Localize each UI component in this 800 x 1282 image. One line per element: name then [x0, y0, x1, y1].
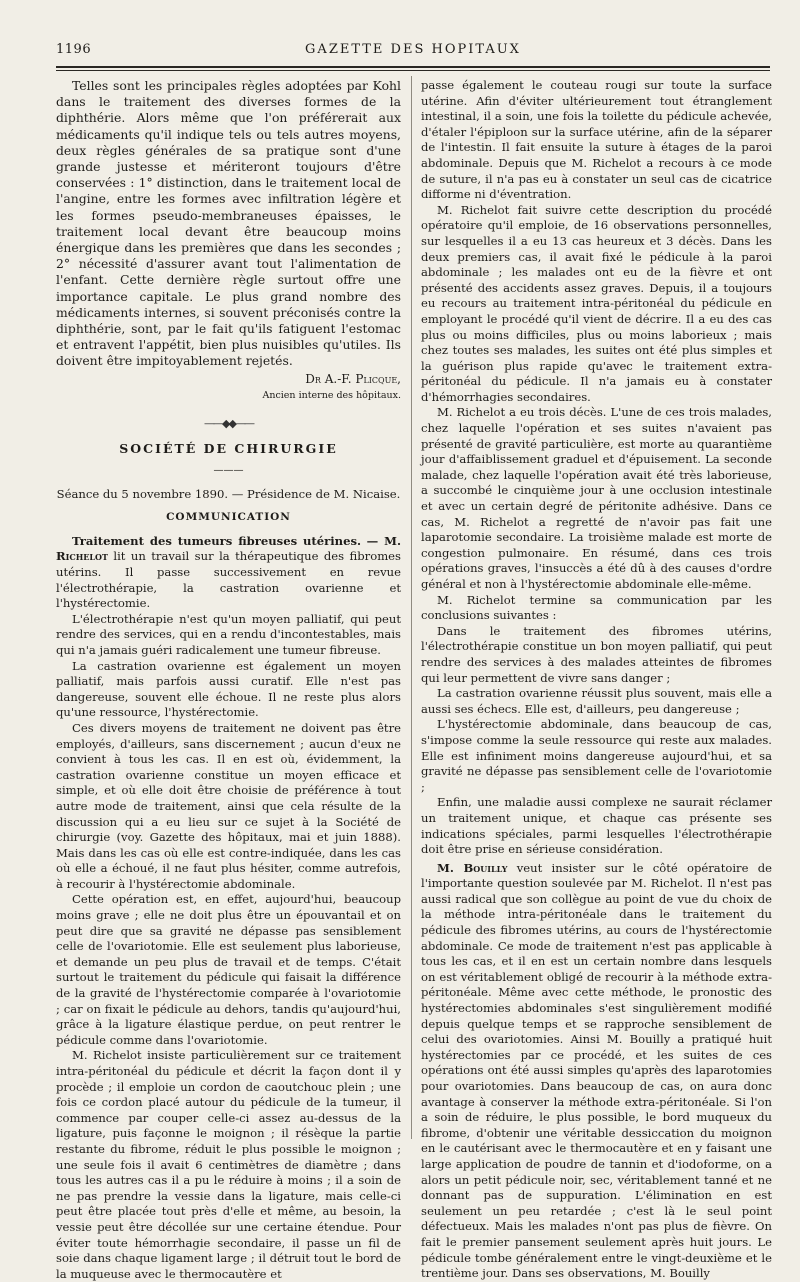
left-column — [56, 78, 401, 1282]
page-number: 1196 — [56, 42, 92, 57]
column-separator — [411, 76, 412, 1139]
paragraph: Dans le traitement des fibromes utérins, l'électrothérapie constitue un bon moyen palliatif, qui peut rendre des services à des malades atteintes de fibromes qui leur permettent de vivre sans danger ; — [421, 623, 772, 685]
paragraph: L'électrothérapie n'est qu'un moyen palliatif, qui peut rendre des services, qui en a rendu d'incontestables, mais qui n'a jamais guéri radicalement une tumeur fibreuse. — [56, 611, 401, 657]
paragraph: La castration ovarienne est également un moyen palliatif, mais parfois aussi curatif. Elle n'est pas dangereuse, souvent elle échoue. Il ne reste plus alors qu'une ressource, l'hystérectomie. — [56, 658, 401, 720]
paragraph: L'hystérectomie abdominale, dans beaucoup de cas, s'impose comme la seule ressource qui reste aux malades. Elle est infiniment moins dangereuse aujourd'hui, et sa gravité ne dépasse pas sensiblement celle de l'ovariotomie ; — [421, 717, 772, 794]
speaker-name: — M. Richelot — [56, 533, 402, 564]
session-line: Séance du 5 novembre 1890. — Présidence de M. Nicaise. — [56, 486, 401, 501]
communication-heading: COMMUNICATION — [166, 511, 291, 524]
header-rule-thin — [56, 70, 770, 71]
section-ornament: ——◆◆—— — [204, 416, 253, 430]
paragraph: Ces divers moyens de traitement ne doivent pas être employés, d'ailleurs, sans discernement ; aucun d'eux ne convient à tous les cas. Il en est où, évidemment, la castration ovarienne constitue un moyen efficace et simple, et où elle doit être choisie de préférence à tout autre mode de traitement, ainsi que cela résulte de la discussion qui a eu lieu sur ce sujet à la Société de chirurgie (voy. Gazette des hôpitaux, mai et juin 1888). Mais dans les cas où elle est contre-indiquée, dans les cas où elle a échoué, il ne faut plus hésiter, comme autrefois, à recourir à l'hystérectomie abdominale. — [56, 720, 401, 891]
section-title: SOCIÉTÉ DE CHIRURGIE — [119, 441, 338, 457]
paragraph: Enfin, une maladie aussi complexe ne saurait réclamer un traitement unique, et chaque cas présente ses indications spéciales, parmi lesquelles l'électrothérapie doit être prise en sérieuse considération. — [421, 795, 772, 857]
author-role: Ancien interne des hôpitaux. — [262, 390, 401, 402]
speaker-name: M. Bouilly — [437, 860, 508, 875]
paragraph: passe également le couteau rougi sur toute la surface utérine. Afin d'éviter ultérieurement tout étranglement intestinal, il a soin, une fois la toilette du pédicule achevée, d'étaler l'épiploon sur la surface utérine, afin de la séparer de l'intestin. Il fait ensuite la suture à étages de la paroi abdominale. Depuis que M. Richelot a recours à ce mode de suture, il n'a pas eu à constater un seul cas de cicatrice difforme ni d'éventration. — [421, 78, 772, 202]
paragraph: M. Richelot fait suivre cette description du procédé opératoire qu'il emploie, de 16 observations personnelles, sur lesquelles il a eu 13 cas heureux et 3 décès. Dans les deux premiers cas, il avait fixé le pédicule à la paroi abdominale ; les malades ont eu de la fièvre et ont présenté des accidents assez graves. Depuis, il a toujours eu recours au traitement intra-péritonéal du pédicule en employant le procédé qu'il vient de décrire. Il a eu des cas plus ou moins difficiles, plus ou moins laborieux ; mais chez toutes ses malades, les suites ont été plus simples et la guérison plus rapide qu'avec le traitement extra-péritonéal du pédicule. Il n'a jamais eu à constater d'hémorrhagies secondaires. — [421, 202, 772, 404]
author-signature: Dr A.-F. Plicque, — [305, 371, 401, 386]
bouilly-paragraph — [421, 861, 772, 1282]
paragraph: M. Richelot termine sa communication par les conclusions suivantes : — [421, 592, 772, 623]
intro-paragraph: Telles sont les principales règles adoptées par Kohl dans le traitement des diverses formes de la diphthérie. Alors même que l'on préférerait aux médicaments qu'il indique tels ou tels autres moyens, deux règles générales de sa pratique sont d'une grande justesse et mériteront toujours d'être conservées : 1° distinction, dans le traitement local de l'angine, entre les formes avec infiltration légère et les formes pseudo-membraneuses épaisses, le traitement local devant être beaucoup moins énergique dans les premières que dans les secondes ; 2° nécessité d'assurer avant tout l'alimentation de l'enfant. Cette dernière règle surtout offre une importance capitale. Le plus grand nombre des médicaments internes, si souvent préconisés contre la diphthérie, sont, par le fait qu'ils fatiguent l'estomac et entravent l'appétit, bien plus nuisibles qu'utiles. Ils doivent être impitoyablement rejetés. — [56, 78, 401, 369]
running-head: GAZETTE DES HOPITAUX — [305, 42, 521, 57]
paragraph: M. Richelot a eu trois décès. L'une de ces trois malades, chez laquelle l'opération et ses suites n'avaient pas présenté de gravité particulière, est morte au quarantième jour d'affaiblissement graduel et d'épuisement. La seconde malade, chez laquelle l'opération avait été très laborieuse, a succombé le cinquième jour à une occlusion intestinale et avec un certain degré de péritonite adhésive. Dans ce cas, M. Richelot a regretté de n'avoir pas fait une laparotomie secondaire. La troisième malade est morte de congestion pulmonaire. En résumé, dans ces trois opérations graves, l'insuccès a été dû à des causes d'ordre général et non à l'hystérectomie abdominale elle-même. — [421, 405, 772, 591]
page-header — [56, 40, 770, 64]
article-title: Traitement des tumeurs fibreuses utérines. — [72, 533, 362, 548]
paragraph: M. Richelot insiste particulièrement sur ce traitement intra-péritonéal du pédicule et décrit la façon dont il y procède ; il emploie un cordon de caoutchouc plein ; une fois ce cordon placé autour du pédicule de la tumeur, il commence par couper celle-ci assez au-dessus de la ligature, puis façonne le moignon ; il résèque la partie restante du fibrome, réduit le plus possible le moignon ; une seule fois il avait 6 centimètres de diamètre ; dans tous les autres cas il a pu le réduire à moins ; il a soin de ne pas prendre la vessie dans la ligature, mais celle-ci peut être placée tout près d'elle et même, au besoin, la vessie peut être décollée sur une certaine étendue. Pour éviter toute hémorrhagie secondaire, il passe un fil de soie dans chaque ligament large ; il détruit tout le bord de la muqueuse avec le thermocautère et — [56, 1048, 401, 1281]
paragraph: La castration ovarienne réussit plus souvent, mais elle a aussi ses échecs. Elle est, d'ailleurs, peu dangereuse ; — [421, 686, 772, 716]
right-column — [421, 78, 772, 1282]
lead-paragraph — [56, 534, 401, 612]
paragraph-text: veut insister sur le côté opératoire de l'importante question soulevée par M. Richelot. Il n'est pas aussi radical que son collègue au point de vue du choix de la méthode intra-péritonéale dans le traitement du pédicule des fibromes utérins, au cours de l'hystérectomie abdominale. Ce mode de traitement n'est pas applicable à tous les cas, et il en est un certain nombre dans lesquels on est véritablement obligé de recourir à la méthode extra-péritonéale. Même avec cette méthode, le pronostic des hystérectomies abdominales s'est singulièrement modifié depuis quelque temps et se rapproche sensiblement de celui des ovariotomies. Ainsi M. Bouilly a pratiqué huit hystérectomies par ce procédé, et les suites de ces opérations ont été aussi simples qu'après des laparotomies pour ovariotomies. Dans beaucoup de cas, on aura donc avantage à conserver la méthode extra-péritonéale. Si l'on a soin de réduire, le plus possible, le bord muqueux du fibrome, d'obtenir une véritable dessiccation du moignon en le cautérisant avec le thermocautère et en y faisant une large application de poudre de tannin et d'iodoforme, on a alors un petit pédicule noir, sec, véritablement tanné et ne donnant pas de suppuration. L'élimination en est seulement un peu retardée ; c'est là le seul point défectueux. Mais les malades n'ont pas plus de fièvre. On fait le premier pansement seulement après huit jours. Le pédicule tombe généralement entre le vingt-deuxième et le trentième jour. Dans ses observations, M. Bouilly — [421, 860, 773, 1281]
header-rule — [56, 66, 770, 68]
paragraph-text: lit un travail sur la thérapeutique des fibromes utérins. Il passe successivement en revue l'électrothérapie, la castration ovarienne et l'hystérectomie. — [56, 549, 401, 611]
paragraph: Cette opération est, en effet, aujourd'hui, beaucoup moins grave ; elle ne doit plus être un épouvantail et on peut dire que sa gravité ne dépasse pas sensiblement celle de l'ovariotomie. Elle est seulement plus laborieuse, et demande un peu plus de travail et de temps. C'était surtout le traitement du pédicule qui faisait la différence de la gravité de l'hystérectomie comparée à l'ovariotomie ; car on fixait le pédicule au dehors, tandis qu'aujourd'hui, grâce à la ligature élastique perdue, on peut rentrer le pédicule comme dans l'ovariotomie. — [56, 892, 401, 1047]
section-dash: ——— — [213, 465, 244, 477]
